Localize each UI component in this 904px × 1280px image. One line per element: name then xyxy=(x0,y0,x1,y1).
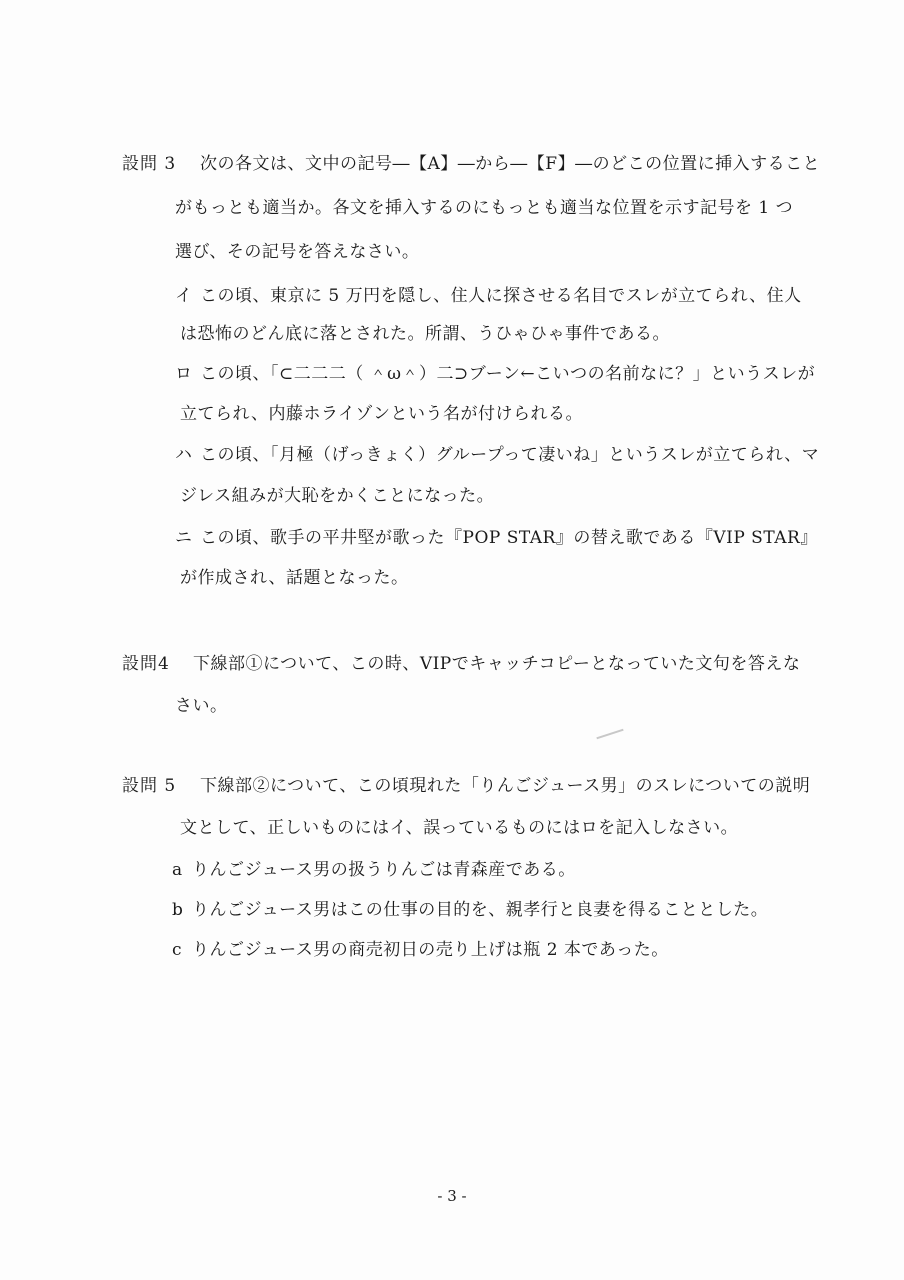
item-text-line2: は恐怖のどん底に落とされた。所謂、うひゃひゃ事件である。 xyxy=(180,324,670,344)
item-marker: ハ xyxy=(175,445,192,465)
item-text: りんごジュース男の扱うりんごは青森産である。 xyxy=(192,860,576,880)
question-5-text-line1: 下線部②について、この頃現れた「りんごジュース男」のスレについての説明 xyxy=(200,776,811,796)
question-5-text-line2: 文として、正しいものにはイ、誤っているものにはロを記入しなさい。 xyxy=(180,818,739,838)
item-marker: b xyxy=(172,900,183,920)
question-3-label: 設問 3 xyxy=(122,154,177,174)
item-marker: ニ xyxy=(175,528,192,548)
page-number: - 3 - xyxy=(437,1187,467,1205)
item-text-line2: が作成され、話題となった。 xyxy=(180,568,409,588)
item-text-line2: ジレス組みが大恥をかくことになった。 xyxy=(180,486,495,506)
item-text-line1: この頃、歌手の平井堅が歌った『POP STAR』の替え歌である『VIP STAR』 xyxy=(200,528,818,548)
item-text-line2: 立てられ、内藤ホライゾンという名が付けられる。 xyxy=(180,404,584,424)
item-text-line1: この頃、「月極（げっきょく）グループって凄いね」というスレが立てられ、マ xyxy=(200,445,820,465)
question-4-text-line1: 下線部①について、この時、VIPでキャッチコピーとなっていた文句を答えな xyxy=(193,654,801,674)
question-3-text-line3: 選び、その記号を答えなさい。 xyxy=(175,242,420,262)
question-3-text-line2: がもっとも適当か。各文を挿入するのにもっとも適当な位置を示す記号を 1 つ xyxy=(175,198,794,218)
item-marker: a xyxy=(172,860,183,880)
question-4-text-line2: さい。 xyxy=(175,696,228,716)
item-text-line1: この頃、東京に 5 万円を隠し、住人に探させる名目でスレが立てられ、住人 xyxy=(200,286,802,306)
question-5-label: 設問 5 xyxy=(122,776,177,796)
item-text: りんごジュース男はこの仕事の目的を、親孝行と良妻を得ることとした。 xyxy=(192,900,769,920)
scan-mark xyxy=(596,729,623,740)
question-3-text-line1: 次の各文は、文中の記号―【A】―から―【F】―のどこの位置に挿入すること xyxy=(200,154,821,174)
item-text: りんごジュース男の商売初日の売り上げは瓶 2 本であった。 xyxy=(192,940,669,960)
item-text-line1: この頃、「⊂二二二（ ＾ω＾）二⊃ブーン←こいつの名前なに？」というスレが xyxy=(200,364,816,384)
question-4-label: 設問4 xyxy=(122,654,170,674)
item-marker: イ xyxy=(175,286,192,306)
item-marker: c xyxy=(172,940,182,960)
item-marker: ロ xyxy=(175,364,192,384)
